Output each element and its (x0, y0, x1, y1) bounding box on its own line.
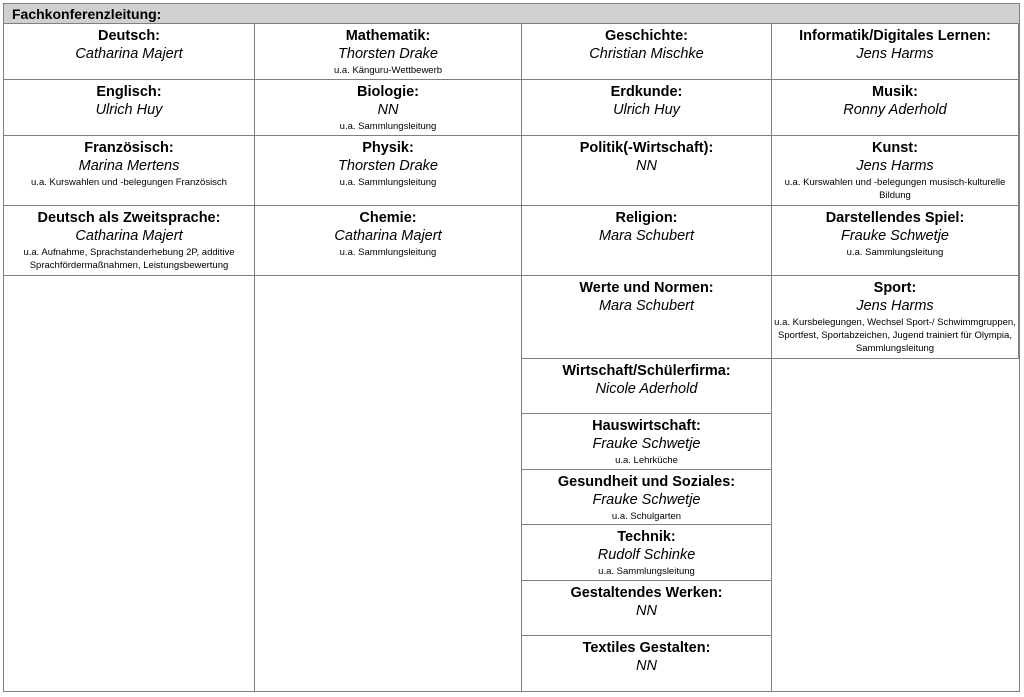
subject-title: Technik: (617, 529, 676, 545)
subject-cell (255, 206, 522, 276)
subject-cell (255, 24, 522, 80)
subject-title: Wirtschaft/Schülerfirma: (562, 363, 731, 379)
subject-leader-name: Catharina Majert (334, 228, 442, 244)
subject-note: u.a. Kursbelegungen, Wechsel Sport-/ Schwimmgruppen, Sportfest, Sportabzeichen, Jugend trainiert für Olympia, Sammlungsleitung (774, 317, 1016, 354)
subject-cell (4, 136, 255, 206)
subject-cell (522, 525, 772, 581)
subject-note: u.a. Sammlungsleitung (339, 121, 437, 132)
subject-note: u.a. Sammlungsleitung (339, 247, 437, 258)
subject-cell (4, 206, 255, 276)
subject-cell (772, 136, 1019, 206)
subject-leader-name: Nicole Aderhold (595, 381, 698, 397)
subject-title: Physik: (362, 140, 414, 156)
subject-cell (255, 80, 522, 136)
subject-cell (4, 24, 255, 80)
subject-leader-name: Christian Mischke (589, 46, 704, 62)
column-divider (521, 24, 522, 692)
subject-cell (522, 470, 772, 525)
subject-title: Französisch: (84, 140, 174, 156)
subject-title: Erdkunde: (610, 84, 683, 100)
subject-leader-name: Catharina Majert (75, 46, 183, 62)
subject-note: u.a. Sammlungsleitung (846, 247, 944, 258)
subject-leader-name: Frauke Schwetje (592, 436, 701, 452)
subject-title: Religion: (615, 210, 678, 226)
subject-leader-name: NN (377, 102, 399, 118)
subject-leader-name: Rudolf Schinke (597, 547, 696, 563)
subject-cell (255, 136, 522, 206)
subject-cell (522, 136, 772, 206)
subject-title: Biologie: (356, 84, 420, 100)
subject-title: Englisch: (96, 84, 162, 100)
column-divider (771, 24, 772, 692)
subject-title: Gesundheit und Soziales: (557, 474, 736, 490)
subject-note: u.a. Lehrküche (615, 455, 678, 466)
subject-title: Deutsch: (97, 28, 161, 44)
subject-title: Kunst: (872, 140, 918, 156)
subject-leader-name: Ulrich Huy (95, 102, 163, 118)
subject-title: Politik(-Wirtschaft): (579, 140, 714, 156)
subject-title: Mathematik: (345, 28, 431, 44)
subject-cell (772, 24, 1019, 80)
subject-leader-name: Mara Schubert (598, 228, 695, 244)
subject-cell (522, 636, 772, 692)
subject-leader-name: NN (636, 158, 657, 174)
subject-note: u.a. Aufnahme, Sprachstanderhebung 2P, additive Sprachfördermaßnahmen, Leistungsbewertung (23, 247, 235, 271)
subject-leader-name: Jens Harms (856, 298, 934, 314)
subject-title: Textiles Gestalten: (582, 640, 711, 656)
subject-title: Deutsch als Zweitsprache: (37, 210, 221, 226)
subject-title: Darstellendes Spiel: (825, 210, 965, 226)
subject-note: u.a. Schulgarten (611, 511, 682, 522)
subject-cell (522, 276, 772, 359)
subject-leader-name: Catharina Majert (75, 228, 183, 244)
subject-cell (522, 206, 772, 276)
subject-title: Chemie: (359, 210, 417, 226)
table-header (4, 4, 1019, 24)
subject-cell (522, 581, 772, 636)
subject-title: Sport: (873, 280, 917, 296)
subject-leader-name: Jens Harms (856, 46, 934, 62)
subject-title: Musik: (872, 84, 918, 100)
subject-note: u.a. Sammlungsleitung (598, 566, 695, 577)
subject-note: u.a. Kurswahlen und -belegungen Französisch (31, 177, 227, 188)
subject-title: Informatik/Digitales Lernen: (799, 28, 991, 44)
subject-leader-name: Frauke Schwetje (592, 492, 701, 508)
subject-note: u.a. Känguru-Wettbewerb (333, 65, 443, 76)
column-divider (254, 24, 255, 692)
subject-leader-name: Frauke Schwetje (841, 228, 949, 244)
subject-leader-name: Thorsten Drake (338, 46, 438, 62)
subject-leader-name: Mara Schubert (598, 298, 695, 314)
subject-title: Hauswirtschaft: (592, 418, 701, 434)
subject-leader-name: NN (636, 658, 657, 674)
subject-leader-name: Marina Mertens (78, 158, 180, 174)
subject-title: Geschichte: (605, 28, 688, 44)
subject-note: u.a. Kurswahlen und -belegungen musisch-kulturelle Bildung (784, 177, 1006, 201)
subject-leader-name: NN (636, 603, 657, 619)
subject-cell (4, 80, 255, 136)
subject-cell (522, 359, 772, 414)
subject-cell (772, 206, 1019, 276)
subject-title: Werte und Normen: (579, 280, 714, 296)
subject-cell (522, 24, 772, 80)
subject-leader-name: Thorsten Drake (338, 158, 438, 174)
subject-cell (772, 276, 1019, 359)
subject-cell (522, 80, 772, 136)
subject-title: Gestaltendes Werken: (570, 585, 723, 601)
subject-cell (772, 80, 1019, 136)
subject-leader-name: Jens Harms (856, 158, 934, 174)
header-title: Fachkonferenzleitung: (12, 6, 162, 22)
subject-leader-name: Ronny Aderhold (843, 102, 947, 118)
subject-leader-name: Ulrich Huy (613, 102, 680, 118)
subject-cell (522, 414, 772, 470)
subject-note: u.a. Sammlungsleitung (339, 177, 437, 188)
